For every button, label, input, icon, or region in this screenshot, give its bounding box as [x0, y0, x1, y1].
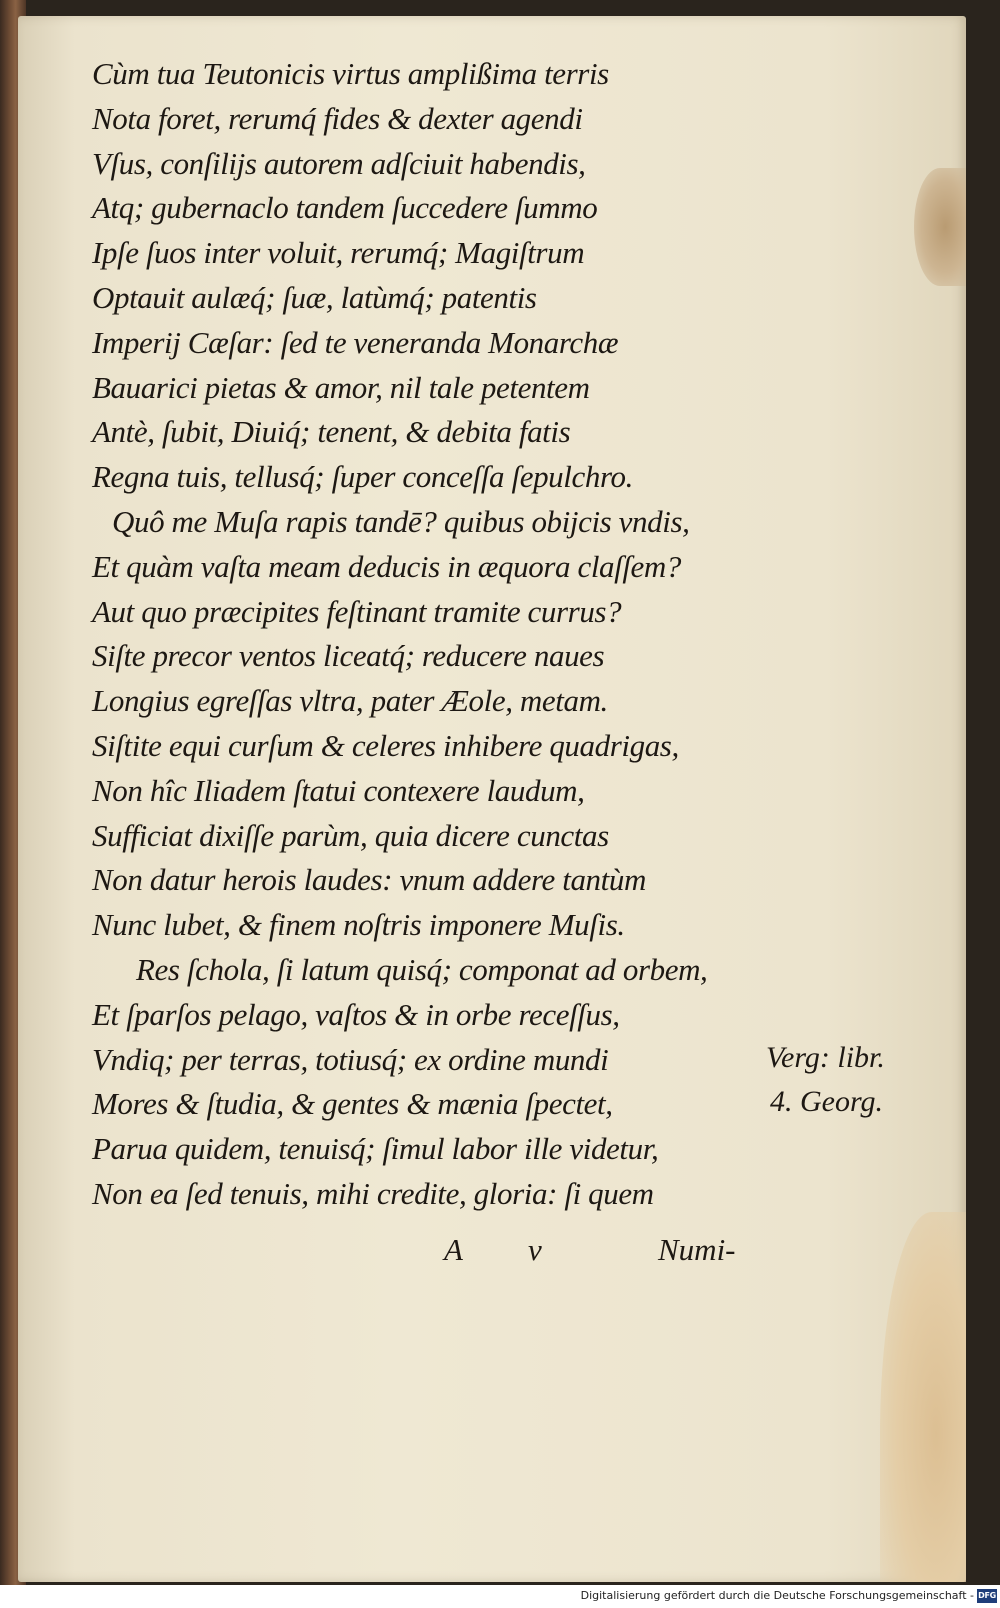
catchword: Numi-	[658, 1232, 736, 1267]
verse-line: Vſus, conſilijs autorem adſciuit habendis,	[92, 145, 586, 181]
verse-line: Siſtite equi curſum & celeres inhibere quadrigas,	[92, 727, 679, 763]
verse-line: Et ſparſos pelago, vaſtos & in orbe receſſus,	[92, 996, 620, 1032]
verse-line: Nunc lubet, & finem noſtris imponere Muſis.	[92, 907, 625, 943]
verse-line: Antè, ſubit, Diuiq́; tenent, & debita fatis	[92, 414, 571, 450]
verse-line: Vndiq; per terras, totiusq́; ex ordine mundi	[92, 1041, 609, 1077]
marginal-note-line: 4. Georg.	[770, 1085, 884, 1118]
signature-mark: v	[528, 1232, 542, 1267]
paper-stain	[880, 1212, 966, 1582]
marginal-note	[766, 1036, 926, 1124]
verse-line: Parua quidem, tenuisq́; ſimul labor ille videtur,	[92, 1131, 659, 1167]
verse-line: Res ſchola, ſi latum quisq́; componat ad orbem,	[136, 951, 708, 987]
verse-line: Et quàm vaſta meam deducis in æquora claſſem?	[92, 548, 681, 584]
verse-line: Atq; gubernaclo tandem ſuccedere ſummo	[92, 190, 598, 226]
verse-line: Bauarici pietas & amor, nil tale petentem	[92, 369, 590, 405]
marginal-note-line: Verg: libr.	[766, 1041, 885, 1074]
verse-line: Longius egreſſas vltra, pater Æole, metam.	[92, 683, 608, 719]
verse-text	[92, 52, 772, 1217]
verse-line: Siſte precor ventos liceatq́; reducere naues	[92, 638, 605, 674]
signature-mark: A	[444, 1232, 463, 1267]
dfg-logo-icon: DFG	[977, 1589, 997, 1603]
verse-line: Imperij Cæſar: ſed te veneranda Monarchæ	[92, 324, 619, 360]
page-foot-line	[92, 1232, 772, 1276]
verse-line: Sufficiat dixiſſe parùm, quia dicere cunctas	[92, 817, 609, 853]
footer-bar	[0, 1585, 1000, 1608]
verse-line: Cùm tua Teutonicis virtus amplißima terris	[92, 56, 609, 91]
verse-line: Aut quo præcipites feſtinant tramite currus?	[92, 593, 622, 629]
verse-line: Regna tuis, tellusq́; ſuper conceſſa ſepulchro.	[92, 459, 633, 495]
funding-credit: Digitalisierung gefördert durch die Deutsche Forschungsgemeinschaft -	[580, 1589, 974, 1602]
verse-line: Quô me Muſa rapis tandē? quibus obijcis vndis,	[112, 503, 690, 539]
verse-line: Non hîc Iliadem ſtatui contexere laudum,	[92, 772, 585, 808]
paper-stain	[914, 168, 966, 286]
verse-line: Ipſe ſuos inter voluit, rerumq́; Magiſtrum	[92, 235, 585, 271]
verse-line: Nota foret, rerumq́ fides & dexter agendi	[92, 100, 583, 136]
verse-line: Non ea ſed tenuis, mihi credite, gloria: ſi quem	[92, 1175, 654, 1211]
verse-line: Mores & ſtudia, & gentes & mænia ſpectet,	[92, 1086, 613, 1122]
verse-line: Non datur herois laudes: vnum addere tantùm	[92, 862, 646, 898]
verse-line: Optauit aulæq́; ſuæ, latùmq́; patentis	[92, 279, 537, 315]
